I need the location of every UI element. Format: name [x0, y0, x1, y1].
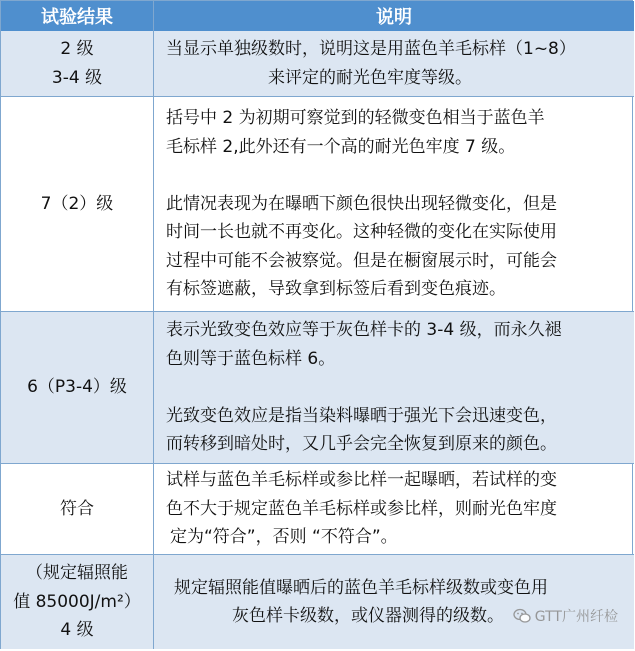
result-text: 符合 — [60, 498, 94, 519]
row-1-result — [1, 31, 154, 96]
result-text: 4 级 — [60, 620, 94, 641]
row-5-description — [154, 555, 634, 649]
paragraph-gap — [166, 161, 620, 190]
description-text: 表示光致变色效应等于灰色样卡的 3-4 级，而永久褪 — [166, 320, 562, 341]
result-text: 值 85000J/m²） — [13, 591, 141, 612]
wechat-icon — [513, 608, 531, 624]
row-3-result — [1, 312, 154, 463]
description-text: 而转移到暗处时，又几乎会完全恢复到原来的颜色。 — [166, 434, 557, 455]
watermark-text: GTT广州纤检 — [534, 609, 618, 625]
description-text: 时间一长也就不再变化。这种轻微的变化在实际使用 — [166, 222, 557, 243]
header-result — [1, 1, 154, 31]
description-text: 色则等于蓝色标样 6。 — [166, 348, 336, 369]
row-1-description — [154, 31, 634, 96]
row-5-result — [1, 555, 154, 649]
description-text: 当显示单独级数时，说明这是用蓝色羊毛标样（1~8） — [166, 39, 576, 59]
result-text: 2 级 — [60, 39, 94, 59]
description-text: 定为“符合”，否则 “不符合”。 — [170, 527, 398, 548]
row-2-description — [154, 97, 634, 311]
result-text: （规定辐照能 — [26, 563, 128, 584]
description-text: 色不大于规定蓝色羊毛标样或参比样，则耐光色牢度 — [166, 498, 557, 519]
description-text: 毛标样 2,此外还有一个高的耐光色牢度 7 级。 — [166, 136, 516, 157]
wechat-watermark — [513, 606, 618, 626]
header-description — [154, 1, 634, 31]
paragraph-gap — [166, 373, 620, 402]
header-description-label: 说明 — [376, 7, 412, 28]
description-text: 试样与蓝色羊毛标样或参比样一起曝晒，若试样的变 — [166, 470, 557, 491]
description-text: 光致变色效应是指当染料曝晒于强光下会迅速变色， — [166, 405, 557, 426]
result-text: 3-4 级 — [51, 67, 103, 88]
description-text: 过程中可能不会被察觉。但是在橱窗展示时，可能会 — [166, 250, 557, 271]
description-text: 灰色样卡级数，或仪器测得的级数。 — [232, 606, 504, 626]
result-text: 7（2）级 — [40, 193, 114, 214]
header-result-label: 试验结果 — [41, 7, 113, 28]
description-text: 此情况表现为在曝晒下颜色很快出现轻微变化，但是 — [166, 193, 557, 214]
row-4-result — [1, 464, 154, 554]
row-2-result — [1, 97, 154, 311]
description-text: 来评定的耐光色牢度等级。 — [268, 67, 472, 88]
description-text: 括号中 2 为初期可察觉到的轻微变色相当于蓝色羊 — [166, 108, 545, 129]
description-text: 有标签遮蔽，导致拿到标签后看到变色痕迹。 — [166, 279, 506, 300]
row-3-description — [154, 312, 634, 463]
description-text: 规定辐照能值曝晒后的蓝色羊毛标样级数或变色用 — [174, 577, 548, 598]
result-text: 6（P3-4）级 — [27, 377, 127, 398]
row-4-description — [154, 464, 634, 554]
